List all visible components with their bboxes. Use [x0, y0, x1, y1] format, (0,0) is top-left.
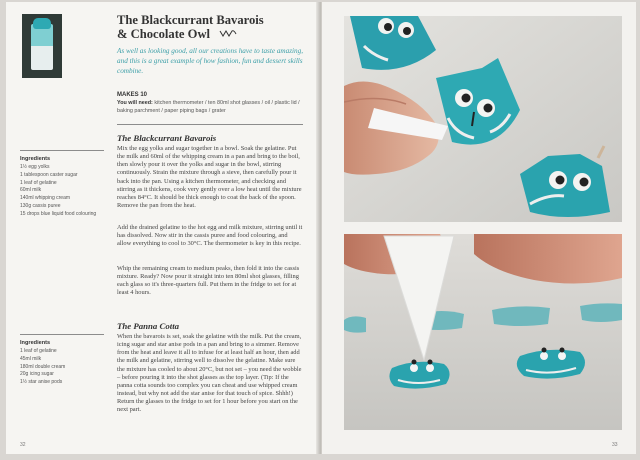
- recipe-intro: As well as looking good, all our creations have to taste amazing, and this is a great example of how fashion, fun and dessert skills combine.: [117, 47, 303, 75]
- bavarois-step-3: Whip the remaining cream to medium peaks, then fold it into the cassis mixture. Ready? Now pour it straight into ten 80ml shot glasses, filling each glass so it's three-quarters full. Put them in the fridge to set for at least 4 hours.: [117, 265, 300, 297]
- ingredient-item: 180ml double cream: [20, 363, 66, 370]
- ingredient-item: 15 drops blue liquid food colouring: [20, 210, 97, 217]
- recipe-title: [117, 13, 307, 41]
- ingredient-item: 1½ egg yolks: [20, 164, 50, 170]
- chocolate-owls-photo: [344, 16, 622, 222]
- makes-count: MAKES 10: [117, 92, 148, 98]
- ingredient-item: 130g cassis puree: [20, 202, 61, 209]
- ingredient-item: 45ml milk: [20, 355, 42, 362]
- bavarois-heading: The Blackcurrant Bavarois: [117, 133, 217, 143]
- shot-glass: [31, 24, 53, 70]
- ingredient-item: 1 leaf of gelatine: [20, 179, 57, 186]
- owl-dessert-thumbnail: [22, 14, 62, 78]
- owls-illustration: [344, 16, 622, 222]
- owl-head-icon: [33, 18, 51, 29]
- page-number-left: 32: [20, 442, 26, 448]
- divider: [117, 124, 303, 125]
- ingredient-item: 1 tablespoon caster sugar: [20, 171, 78, 178]
- ingredients-divider: [20, 150, 104, 151]
- panna-cotta-ingredients-heading: Ingredients: [20, 340, 51, 346]
- ingredient-item: 1 leaf of gelatine: [20, 348, 57, 354]
- bavarois-step-1: Mix the egg yolks and sugar together in a bowl. Soak the gelatine. Put the milk and 60ml of the whipping cream in a pan and bring to the boil, then slowly pour it over the yolks and sugar in the bowl, stirring continuously. Strain the mixture through a sieve, then carefully pour it back into the pan. Using a kitchen thermometer, and checking and stirring as it thickens, cook very gently over a low heat until the mixture reaches 84°C. It should be thick enough to coat the back of the spoon. Remove the pan from the heat.: [117, 145, 302, 210]
- piping-illustration: [344, 234, 622, 430]
- panna-cotta-method: When the bavarois is set, soak the gelatine with the milk. Put the cream, icing sugar and star anise pods in a pan and bring to a simmer. Remove from the heat and leave it all to infuse for at least half an hour, then add the milk and gelatine, stirring well to dissolve the gelatine. Make sure the mixture has cooled to about 20°C, but not set – you need the wobble – before pouring it into the shot glasses as the top layer. (Tip: If the panna cotta sounds too complex you can cheat and use whipped cream instead, but why not add the star anise for that touch of spice. Shhh!) Return the glasses to the fridge to set for 1 hour before you start on the next part.: [117, 333, 302, 414]
- equipment-list: [117, 99, 303, 115]
- ingredient-item: 1½ star anise pods: [20, 379, 63, 386]
- panna-cotta-ingredients: [20, 348, 100, 387]
- bavarois-ingredients: [20, 164, 100, 219]
- equipment-label: You will need:: [117, 100, 153, 106]
- page-number-right: 33: [612, 442, 618, 448]
- equipment-text: kitchen thermometer / ten 80ml shot glasses / oil / plastic lid / baking parchment / paper piping bags / grater: [117, 100, 300, 114]
- signature-mark: [219, 29, 237, 37]
- title-line-2: & Chocolate Owl: [117, 27, 211, 41]
- piping-owls-photo: [344, 234, 622, 430]
- title-line-1: The Blackcurrant Bavarois: [117, 13, 264, 27]
- ingredient-item: 60ml milk: [20, 187, 42, 194]
- ingredient-item: 140ml whipping cream: [20, 195, 71, 202]
- panna-cotta-heading: The Panna Cotta: [117, 321, 180, 331]
- bavarois-step-2: Add the drained gelatine to the hot egg and milk mixture, stirring until it has dissolved. Now stir in the cassis puree and food colouring, and allow everything to cool to 30°C. The thermometer is key in this recipe.: [117, 224, 303, 248]
- ingredients-divider: [20, 334, 104, 335]
- ingredient-item: 20g icing sugar: [20, 371, 54, 378]
- bavarois-ingredients-heading: Ingredients: [20, 156, 51, 162]
